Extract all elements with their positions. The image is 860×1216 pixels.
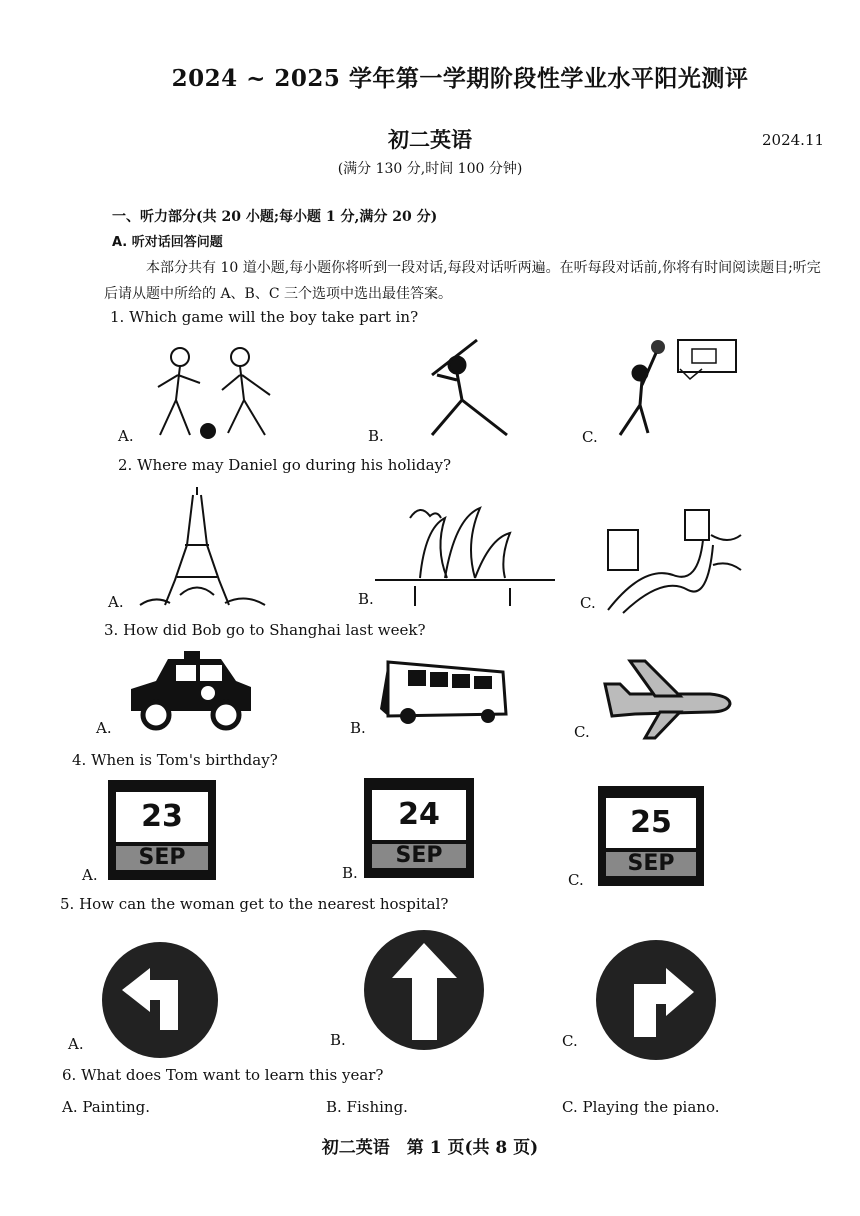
q5-option-b-label: B. <box>330 1031 346 1049</box>
q4-option-b-label: B. <box>342 864 358 882</box>
calendar-month: SEP <box>606 852 696 876</box>
taxi-image <box>126 651 256 739</box>
question-1: 1. Which game will the boy take part in? <box>110 308 419 326</box>
q2-option-c-label: C. <box>580 594 596 612</box>
calendar-25-sep <box>598 786 704 886</box>
airplane-image <box>600 656 735 741</box>
q5-option-c-label: C. <box>562 1032 578 1050</box>
turn-right-sign-image <box>594 938 719 1063</box>
calendar-month: SEP <box>372 844 466 868</box>
calendar-24-sep <box>364 778 474 878</box>
q3-option-b-label: B. <box>350 719 366 737</box>
question-4: 4. When is Tom's birthday? <box>72 751 278 769</box>
bus-image <box>378 654 510 726</box>
page-footer: 初二英语 第 1 页(共 8 页) <box>321 1138 539 1158</box>
eiffel-tower-image <box>135 485 270 610</box>
q2-option-a-label: A. <box>108 593 124 611</box>
q3-option-a-label: A. <box>96 719 112 737</box>
q5-option-a-label: A. <box>68 1035 84 1053</box>
go-straight-sign-image <box>362 928 487 1053</box>
instructions: 本部分共有 10 道小题,每小题你将听到一段对话,每段对话听两遍。在听每段对话前,你将有时间阅读题目;听完后请从题中所给的 A、B、C 三个选项中选出最佳答案。 <box>104 260 821 302</box>
soccer-players-image <box>140 345 285 445</box>
exam-subject: 初二英语 <box>388 127 472 152</box>
calendar-day: 23 <box>116 792 208 842</box>
q6-option-a: A. Painting. <box>62 1098 151 1116</box>
exam-title: 2024 ~ 2025 学年第一学期阶段性学业水平阳光测评 <box>171 65 749 92</box>
sydney-opera-house-image <box>375 498 555 610</box>
calendar-month: SEP <box>116 846 208 870</box>
question-5: 5. How can the woman get to the nearest hospital? <box>60 895 449 913</box>
question-3: 3. How did Bob go to Shanghai last week? <box>104 621 426 639</box>
q3-option-c-label: C. <box>574 723 590 741</box>
q1-option-b-label: B. <box>368 427 384 445</box>
great-wall-image <box>603 505 743 613</box>
q2-option-b-label: B. <box>358 590 374 608</box>
question-2: 2. Where may Daniel go during his holiday? <box>118 456 452 474</box>
score-time-note: (满分 130 分,时间 100 分钟) <box>337 161 523 177</box>
subsection-heading: A. 听对话回答问题 <box>112 235 223 250</box>
q6-option-b: B. Fishing. <box>326 1098 408 1116</box>
turn-left-sign-image <box>100 940 220 1060</box>
q1-option-c-label: C. <box>582 428 598 446</box>
q4-option-a-label: A. <box>82 866 98 884</box>
q6-option-c: C. Playing the piano. <box>562 1098 720 1116</box>
section-heading: 一、听力部分(共 20 小题;每小题 1 分,满分 20 分) <box>112 209 438 225</box>
calendar-23-sep <box>108 780 216 880</box>
baseball-batter-image <box>412 335 522 445</box>
question-6: 6. What does Tom want to learn this year? <box>62 1066 384 1084</box>
calendar-day: 25 <box>606 798 696 848</box>
calendar-day: 24 <box>372 790 466 840</box>
q1-option-a-label: A. <box>118 427 134 445</box>
exam-date: 2024.11 <box>762 131 825 149</box>
q4-option-c-label: C. <box>568 871 584 889</box>
basketball-player-image <box>610 335 740 445</box>
